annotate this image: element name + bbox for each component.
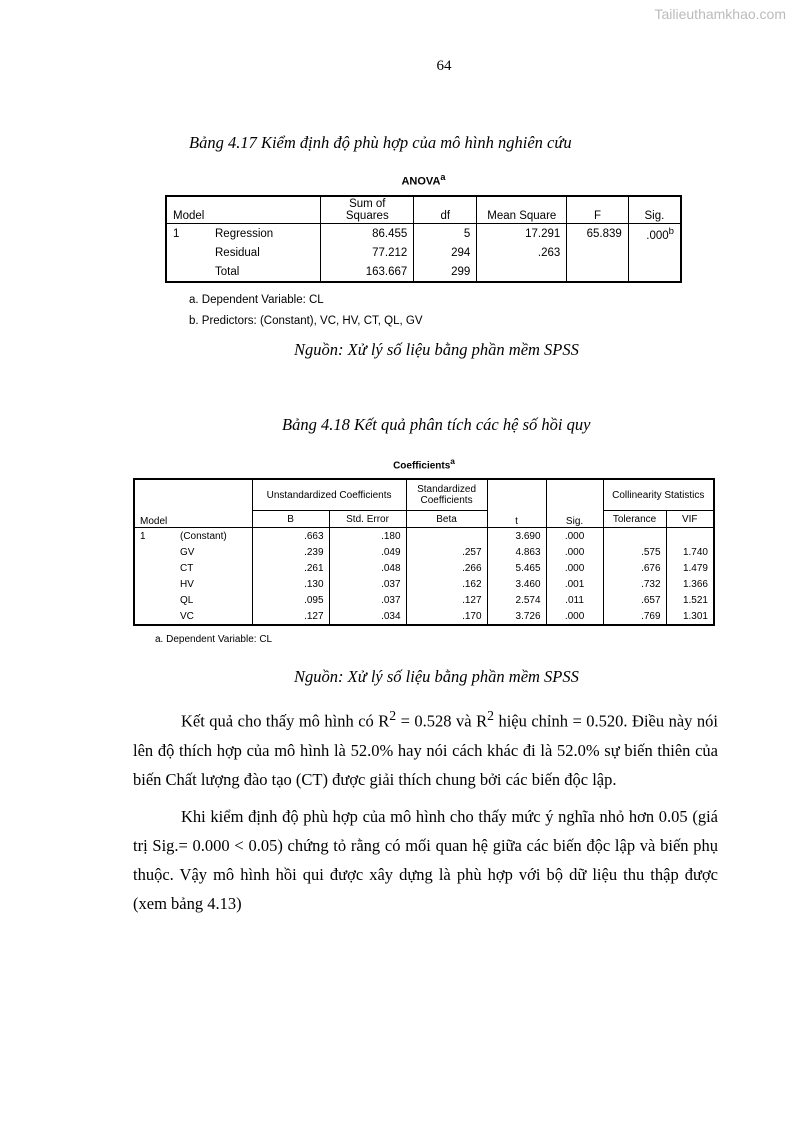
table-header-row: [166, 196, 681, 224]
header-f: F: [567, 196, 629, 224]
coefficients-title-text: Coefficients: [393, 460, 451, 472]
table-row: [134, 544, 714, 560]
paragraph-1: [133, 701, 718, 794]
table-row: [134, 560, 714, 576]
cell: .037: [329, 576, 406, 592]
coefficients-title: [133, 456, 715, 471]
cell: .000: [546, 608, 603, 625]
cell: .657: [603, 592, 666, 608]
superscript: 2: [389, 708, 397, 723]
header-tolerance: Tolerance: [603, 511, 666, 528]
cell: .095: [252, 592, 329, 608]
anova-title-sup: a: [440, 172, 446, 182]
cell: 1.521: [666, 592, 714, 608]
header-t: t: [487, 479, 546, 528]
cell: 3.690: [487, 528, 546, 545]
coefficients-note-a: a. Dependent Variable: CL: [155, 634, 273, 645]
footnote-sup: b: [668, 225, 674, 237]
header-se: Std. Error: [329, 511, 406, 528]
header-beta: Beta: [406, 511, 487, 528]
cell: .034: [329, 608, 406, 625]
table-caption-4-17: Bảng 4.17 Kiểm định độ phù hợp của mô hình nghiên cứu: [189, 133, 572, 152]
cell: .127: [252, 608, 329, 625]
anova-title: [165, 172, 682, 188]
cell: 17.291: [477, 224, 567, 244]
cell: 1: [140, 530, 146, 542]
cell: .261: [252, 560, 329, 576]
cell: .663: [252, 528, 329, 545]
watermark: Tailieuthamkhao.com: [654, 6, 786, 22]
cell: [603, 528, 666, 545]
row-label: CT: [180, 562, 194, 574]
table-caption-4-18: Bảng 4.18 Kết quả phân tích các hệ số hồi quy: [282, 415, 591, 434]
source-note-1: Nguồn: Xử lý số liệu bằng phần mềm SPSS: [294, 340, 579, 359]
table-row: [166, 243, 681, 262]
row-label: Total: [215, 265, 240, 278]
row-label: HV: [180, 578, 194, 590]
table-row: [166, 224, 681, 244]
cell: 2.574: [487, 592, 546, 608]
row-label: GV: [180, 546, 195, 558]
table-row: [134, 608, 714, 625]
cell: 163.667: [321, 262, 414, 282]
source-note-2: Nguồn: Xử lý số liệu bằng phần mềm SPSS: [294, 667, 579, 686]
cell: .048: [329, 560, 406, 576]
row-label: Regression: [215, 227, 274, 240]
cell: .676: [603, 560, 666, 576]
cell: 5: [414, 224, 477, 244]
cell: .162: [406, 576, 487, 592]
cell: 65.839: [567, 224, 629, 244]
cell: .180: [329, 528, 406, 545]
header-vif: VIF: [666, 511, 714, 528]
row-label: Residual: [215, 246, 260, 259]
cell: 77.212: [321, 243, 414, 262]
model-number: 1: [173, 227, 180, 240]
header-sig: Sig.: [546, 479, 603, 528]
cell: .170: [406, 608, 487, 625]
text: hiệu chỉnh = 0.520. Điều này nói lên độ thích hợp của mô hình là 52.0% hay nói cách khác đi là 52.0% sự biến thiên của biến Chất lượng đào tạo (CT) được giải thích chung bởi các biến độc lập.: [133, 711, 718, 789]
header-df: df: [414, 196, 477, 224]
cell: 5.465: [487, 560, 546, 576]
cell: 1.301: [666, 608, 714, 625]
header-model: Model: [134, 479, 252, 528]
text: Kết quả cho thấy mô hình có R: [181, 711, 390, 731]
cell: .732: [603, 576, 666, 592]
cell: .037: [329, 592, 406, 608]
table-row: [134, 592, 714, 608]
header-ss: Sum of Squares: [321, 196, 414, 224]
table-header-row: [134, 479, 714, 511]
cell: .001: [546, 576, 603, 592]
header-b: B: [252, 511, 329, 528]
cell: [134, 608, 175, 625]
cell: .049: [329, 544, 406, 560]
header-collinearity: Collinearity Statistics: [603, 479, 714, 511]
cell: 1.740: [666, 544, 714, 560]
anova-table: [165, 195, 682, 283]
page-number: 64: [436, 58, 452, 74]
cell: .000: [546, 528, 603, 545]
cell: .239: [252, 544, 329, 560]
cell: .257: [406, 544, 487, 560]
cell: .000: [546, 560, 603, 576]
cell: 4.863: [487, 544, 546, 560]
cell: [406, 528, 487, 545]
table-row: [134, 528, 714, 545]
anova-note-b: b. Predictors: (Constant), VC, HV, CT, QL, GV: [189, 315, 423, 327]
cell: [666, 528, 714, 545]
cell: [134, 576, 175, 592]
header-sig: Sig.: [628, 196, 681, 224]
header-std: Standardized Coefficients: [406, 479, 487, 511]
row-label: (Constant): [180, 530, 227, 542]
header-unstd: Unstandardized Coefficients: [252, 479, 406, 511]
cell: 3.726: [487, 608, 546, 625]
cell: 1.479: [666, 560, 714, 576]
cell: .000: [546, 544, 603, 560]
coefficients-title-sup: a: [450, 456, 455, 466]
cell: .130: [252, 576, 329, 592]
header-ms: Mean Square: [477, 196, 567, 224]
paragraph-2: Khi kiểm định độ phù hợp của mô hình cho thấy mức ý nghĩa nhỏ hơn 0.05 (giá trị Sig.= 0.000 < 0.05) chứng tỏ rằng có mối quan hệ giữa các biến độc lập và biến phụ thuộc. Vậy mô hình hồi qui được xây dựng là phù hợp với bộ dữ liệu thu thập được (xem bảng 4.13): [133, 806, 718, 913]
header-model: Model: [173, 210, 205, 222]
cell: .266: [406, 560, 487, 576]
anova-title-text: ANOVA: [401, 175, 441, 188]
cell: .000: [646, 229, 669, 242]
row-label: QL: [180, 594, 194, 606]
cell: 3.460: [487, 576, 546, 592]
cell: .011: [546, 592, 603, 608]
table-row: [134, 576, 714, 592]
cell: .769: [603, 608, 666, 625]
row-label: VC: [180, 610, 194, 622]
superscript: 2: [487, 708, 494, 723]
cell: [134, 560, 175, 576]
cell: [134, 544, 175, 560]
body-text: [133, 701, 718, 918]
cell: 1.366: [666, 576, 714, 592]
cell: 299: [414, 262, 477, 282]
table-row: [166, 262, 681, 282]
cell: .263: [477, 243, 567, 262]
cell: .127: [406, 592, 487, 608]
cell: .575: [603, 544, 666, 560]
cell: [134, 592, 175, 608]
anova-note-a: a. Dependent Variable: CL: [189, 294, 324, 306]
cell: 294: [414, 243, 477, 262]
coefficients-table: [133, 478, 715, 626]
cell: 86.455: [321, 224, 414, 244]
text: = 0.528 và R: [396, 711, 488, 731]
cell-sig: [628, 224, 681, 244]
